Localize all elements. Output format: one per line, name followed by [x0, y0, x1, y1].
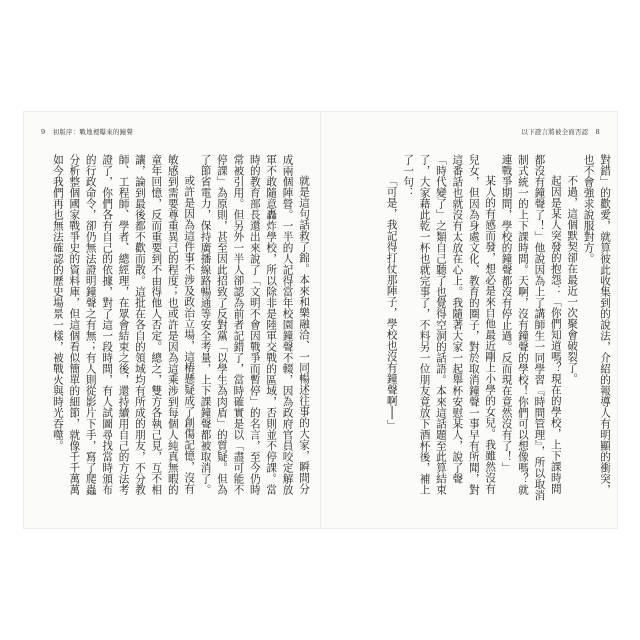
paragraph: 不過，這個默契卻在最近一次聚會破裂了。: [566, 175, 579, 385]
paragraph: 起因是某人突發的抱怨：「你們知道嗎？現在的學校，上下課時間都沒有鐘聲了！」他說因為上了講師生一同學習『時間管理』，所以取消制式統一的上下課時間。天啊，沒有鐘聲的學校！你們可以想像嗎？就連戰爭期間，學校的鐘聲都沒有停止過。反而現在竟然沒有了！」: [500, 154, 562, 501]
book-spread: [24, 112, 617, 528]
right-running-head: [521, 128, 605, 136]
right-page-number: 8: [595, 128, 600, 136]
paragraph: 就是這句話救了錦。本來和樂融洽、一同暢述往事的大家，瞬間分成兩個陣營。一半的人記得當年校園鐘聲不輟，因為政府官員咬定解放軍不敢隨意轟炸學校，所以除非是陸軍交戰的區域，否則並不停課。當時的教育部長還出來說了「文明不會因戰爭而暫停」的名言，至今仍時常被引用。但另外一半人卻認為前者記錯了，當時確實是以「盡可能不停課」為原則，甚至因此招致了反對黨「以學生為肉盾」的質疑。但為了節省電力，保持廣播線路暢通等安全考量，上下課鐘聲都被取消了。: [199, 154, 310, 495]
paragraph: 或許是因為這件事不涉及政治立場，這樁懸疑成了創傷記憶，沒有敏感到需要尊重異己的程度；也或許是因為這乘涉到每個人純真無暇的童年回憶，反而重要到不由得他人否定。總之，雙方各執己見，互不相讓，論到最後都不歡而散。這批在各自的領域均有所成的朋友，不分教師、工程師、學者、總經理，在眾會結束之後，還持續用自己的方法考證了，你們各有自己的依據，對了這一段時間，有人試圖尋找當時頒布的行政命令，卻仍無法證明鐘聲之有無；有人則從影片下手，寫了爬蟲分析整個國家戰爭史的資料庫，但這個看似簡單的細節，就像千千萬萬如今我們再也無法確認的歷史場景一樣，被戰火與時光吞噬。: [51, 154, 196, 495]
left-running-head: [36, 128, 133, 136]
paragraph: 某人的有感而發，想必是來自他最近剛上小學的女兒。我雖然沒有兒女，但因為身處文化、教育的圈子，對於取消鐘聲一事早有所聞，對這番話也就沒有太放在心上。我隨著大家一起舉杯安慰某人，說了聲「時代變了」之類自己聽了也覺得空洞的話語。本來這話題至此算結束了，大家藉此乾一杯也就完事了，不料另一位朋友竟放下酒杯後，補上了一句：: [402, 154, 497, 495]
paragraph-quote: 「可是，我記得打仗那陣子，學校也沒有鐘聲啊──」: [385, 175, 398, 431]
right-body-text: [329, 154, 613, 504]
left-page-number: 9: [41, 128, 46, 136]
left-body-text: [51, 154, 312, 504]
left-page: [24, 112, 320, 528]
right-page: [321, 112, 617, 528]
left-chapter-title: 初版序：戰地裡曝來的鐘聲: [52, 128, 134, 136]
right-chapter-title: 以下證言將被全面否認: [521, 128, 589, 136]
paragraph: 對錯」的歡愛，就算彼此收集到的說法，介紹的報導人有明顯的衝突，也不會強求說服對方。: [582, 154, 611, 495]
